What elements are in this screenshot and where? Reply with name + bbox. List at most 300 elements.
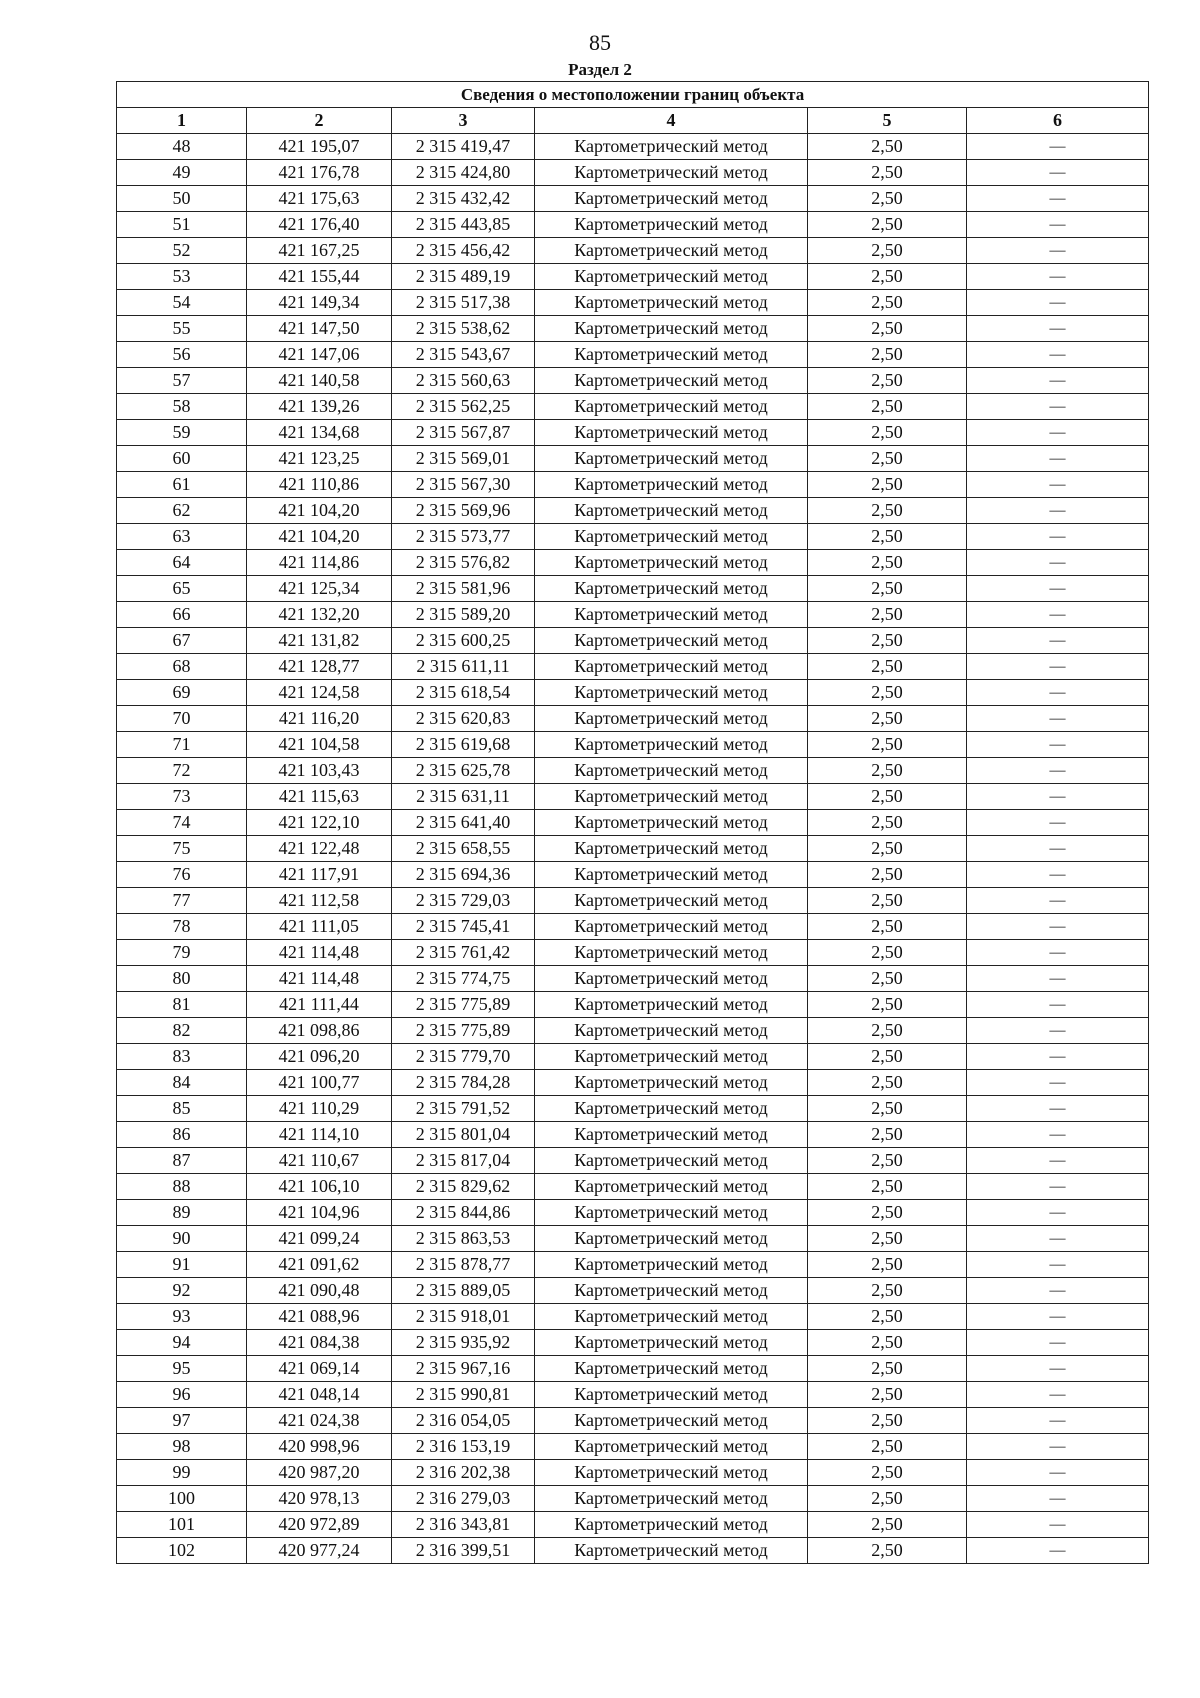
table-row (117, 1408, 1149, 1434)
description-cell: — (967, 940, 1149, 966)
x-coordinate-cell: 421 176,78 (247, 160, 392, 186)
description-cell: — (967, 1122, 1149, 1148)
x-coordinate-cell: 421 110,86 (247, 472, 392, 498)
method-cell: Картометрический метод (535, 940, 808, 966)
point-number-cell: 75 (117, 836, 247, 862)
x-coordinate-cell: 421 114,86 (247, 550, 392, 576)
x-coordinate-cell: 420 977,24 (247, 1538, 392, 1564)
accuracy-cell: 2,50 (808, 576, 967, 602)
table-row (117, 862, 1149, 888)
description-cell: — (967, 160, 1149, 186)
point-number-cell: 52 (117, 238, 247, 264)
description-cell: — (967, 1018, 1149, 1044)
x-coordinate-cell: 421 149,34 (247, 290, 392, 316)
y-coordinate-cell: 2 315 560,63 (392, 368, 535, 394)
method-cell: Картометрический метод (535, 810, 808, 836)
point-number-cell: 81 (117, 992, 247, 1018)
y-coordinate-cell: 2 315 567,30 (392, 472, 535, 498)
description-cell: — (967, 446, 1149, 472)
accuracy-cell: 2,50 (808, 1512, 967, 1538)
table-row (117, 602, 1149, 628)
method-cell: Картометрический метод (535, 316, 808, 342)
description-cell: — (967, 134, 1149, 160)
point-number-cell: 65 (117, 576, 247, 602)
accuracy-cell: 2,50 (808, 342, 967, 368)
description-cell: — (967, 888, 1149, 914)
method-cell: Картометрический метод (535, 342, 808, 368)
table-row (117, 810, 1149, 836)
x-coordinate-cell: 421 128,77 (247, 654, 392, 680)
description-cell: — (967, 1148, 1149, 1174)
accuracy-cell: 2,50 (808, 212, 967, 238)
column-header: 6 (967, 108, 1149, 134)
description-cell: — (967, 680, 1149, 706)
method-cell: Картометрический метод (535, 654, 808, 680)
y-coordinate-cell: 2 315 784,28 (392, 1070, 535, 1096)
y-coordinate-cell: 2 315 801,04 (392, 1122, 535, 1148)
point-number-cell: 64 (117, 550, 247, 576)
y-coordinate-cell: 2 316 054,05 (392, 1408, 535, 1434)
table-row (117, 1356, 1149, 1382)
x-coordinate-cell: 421 069,14 (247, 1356, 392, 1382)
x-coordinate-cell: 421 090,48 (247, 1278, 392, 1304)
method-cell: Картометрический метод (535, 1044, 808, 1070)
description-cell: — (967, 1382, 1149, 1408)
description-cell: — (967, 1356, 1149, 1382)
x-coordinate-cell: 421 147,50 (247, 316, 392, 342)
method-cell: Картометрический метод (535, 706, 808, 732)
x-coordinate-cell: 421 104,58 (247, 732, 392, 758)
method-cell: Картометрический метод (535, 914, 808, 940)
description-cell: — (967, 992, 1149, 1018)
y-coordinate-cell: 2 315 456,42 (392, 238, 535, 264)
table-row (117, 134, 1149, 160)
table-row (117, 550, 1149, 576)
page-number: 85 (589, 30, 611, 55)
point-number-cell: 102 (117, 1538, 247, 1564)
description-cell: — (967, 1304, 1149, 1330)
x-coordinate-cell: 421 110,67 (247, 1148, 392, 1174)
x-coordinate-cell: 421 084,38 (247, 1330, 392, 1356)
point-number-cell: 82 (117, 1018, 247, 1044)
table-row (117, 316, 1149, 342)
description-cell: — (967, 914, 1149, 940)
table-row (117, 1122, 1149, 1148)
x-coordinate-cell: 420 972,89 (247, 1512, 392, 1538)
y-coordinate-cell: 2 315 618,54 (392, 680, 535, 706)
table-row (117, 1200, 1149, 1226)
method-cell: Картометрический метод (535, 862, 808, 888)
y-coordinate-cell: 2 315 658,55 (392, 836, 535, 862)
x-coordinate-cell: 421 110,29 (247, 1096, 392, 1122)
x-coordinate-cell: 420 998,96 (247, 1434, 392, 1460)
point-number-cell: 88 (117, 1174, 247, 1200)
table-row (117, 186, 1149, 212)
table-row (117, 992, 1149, 1018)
column-header: 1 (117, 108, 247, 134)
x-coordinate-cell: 421 098,86 (247, 1018, 392, 1044)
y-coordinate-cell: 2 315 489,19 (392, 264, 535, 290)
description-cell: — (967, 1200, 1149, 1226)
x-coordinate-cell: 421 103,43 (247, 758, 392, 784)
table-row (117, 238, 1149, 264)
table-row (117, 940, 1149, 966)
accuracy-cell: 2,50 (808, 940, 967, 966)
column-header: 2 (247, 108, 392, 134)
table-row (117, 654, 1149, 680)
point-number-cell: 101 (117, 1512, 247, 1538)
boundary-coordinates-table (116, 81, 1149, 1564)
method-cell: Картометрический метод (535, 420, 808, 446)
method-cell: Картометрический метод (535, 888, 808, 914)
description-cell: — (967, 368, 1149, 394)
table-row (117, 394, 1149, 420)
point-number-cell: 68 (117, 654, 247, 680)
method-cell: Картометрический метод (535, 1070, 808, 1096)
x-coordinate-cell: 421 114,48 (247, 940, 392, 966)
table-row (117, 732, 1149, 758)
accuracy-cell: 2,50 (808, 602, 967, 628)
x-coordinate-cell: 421 091,62 (247, 1252, 392, 1278)
x-coordinate-cell: 420 987,20 (247, 1460, 392, 1486)
point-number-cell: 87 (117, 1148, 247, 1174)
accuracy-cell: 2,50 (808, 1018, 967, 1044)
x-coordinate-cell: 421 125,34 (247, 576, 392, 602)
table-row (117, 1070, 1149, 1096)
point-number-cell: 97 (117, 1408, 247, 1434)
accuracy-cell: 2,50 (808, 1174, 967, 1200)
column-header: 5 (808, 108, 967, 134)
table-row (117, 524, 1149, 550)
method-cell: Картометрический метод (535, 1226, 808, 1252)
x-coordinate-cell: 421 088,96 (247, 1304, 392, 1330)
accuracy-cell: 2,50 (808, 1356, 967, 1382)
accuracy-cell: 2,50 (808, 238, 967, 264)
x-coordinate-cell: 421 106,10 (247, 1174, 392, 1200)
y-coordinate-cell: 2 315 581,96 (392, 576, 535, 602)
x-coordinate-cell: 421 195,07 (247, 134, 392, 160)
point-number-cell: 56 (117, 342, 247, 368)
description-cell: — (967, 1408, 1149, 1434)
method-cell: Картометрический метод (535, 394, 808, 420)
description-cell: — (967, 1538, 1149, 1564)
description-cell: — (967, 1460, 1149, 1486)
point-number-cell: 80 (117, 966, 247, 992)
y-coordinate-cell: 2 315 631,11 (392, 784, 535, 810)
point-number-cell: 67 (117, 628, 247, 654)
point-number-cell: 59 (117, 420, 247, 446)
y-coordinate-cell: 2 315 918,01 (392, 1304, 535, 1330)
point-number-cell: 78 (117, 914, 247, 940)
x-coordinate-cell: 421 140,58 (247, 368, 392, 394)
column-header: 4 (535, 108, 808, 134)
accuracy-cell: 2,50 (808, 524, 967, 550)
y-coordinate-cell: 2 315 600,25 (392, 628, 535, 654)
x-coordinate-cell: 421 048,14 (247, 1382, 392, 1408)
method-cell: Картометрический метод (535, 1148, 808, 1174)
accuracy-cell: 2,50 (808, 498, 967, 524)
y-coordinate-cell: 2 315 641,40 (392, 810, 535, 836)
table-row (117, 1018, 1149, 1044)
accuracy-cell: 2,50 (808, 1382, 967, 1408)
x-coordinate-cell: 421 112,58 (247, 888, 392, 914)
point-number-cell: 55 (117, 316, 247, 342)
table-row (117, 836, 1149, 862)
accuracy-cell: 2,50 (808, 186, 967, 212)
x-coordinate-cell: 421 096,20 (247, 1044, 392, 1070)
y-coordinate-cell: 2 315 589,20 (392, 602, 535, 628)
y-coordinate-cell: 2 315 791,52 (392, 1096, 535, 1122)
accuracy-cell: 2,50 (808, 810, 967, 836)
accuracy-cell: 2,50 (808, 550, 967, 576)
table-caption: Сведения о местоположении границ объекта (117, 82, 1149, 108)
table-row (117, 628, 1149, 654)
x-coordinate-cell: 421 117,91 (247, 862, 392, 888)
x-coordinate-cell: 421 167,25 (247, 238, 392, 264)
table-row (117, 1278, 1149, 1304)
table-row (117, 368, 1149, 394)
x-coordinate-cell: 421 111,05 (247, 914, 392, 940)
point-number-cell: 93 (117, 1304, 247, 1330)
accuracy-cell: 2,50 (808, 888, 967, 914)
y-coordinate-cell: 2 315 745,41 (392, 914, 535, 940)
method-cell: Картометрический метод (535, 550, 808, 576)
table-row (117, 1330, 1149, 1356)
y-coordinate-cell: 2 315 443,85 (392, 212, 535, 238)
table-row (117, 1174, 1149, 1200)
x-coordinate-cell: 420 978,13 (247, 1486, 392, 1512)
x-coordinate-cell: 421 155,44 (247, 264, 392, 290)
method-cell: Картометрический метод (535, 134, 808, 160)
x-coordinate-cell: 421 104,20 (247, 524, 392, 550)
table-row (117, 342, 1149, 368)
table-row (117, 1460, 1149, 1486)
y-coordinate-cell: 2 315 878,77 (392, 1252, 535, 1278)
y-coordinate-cell: 2 315 611,11 (392, 654, 535, 680)
description-cell: — (967, 628, 1149, 654)
table-caption-row (117, 82, 1149, 108)
method-cell: Картометрический метод (535, 238, 808, 264)
y-coordinate-cell: 2 316 153,19 (392, 1434, 535, 1460)
table-row (117, 576, 1149, 602)
method-cell: Картометрический метод (535, 732, 808, 758)
description-cell: — (967, 784, 1149, 810)
accuracy-cell: 2,50 (808, 1486, 967, 1512)
accuracy-cell: 2,50 (808, 706, 967, 732)
method-cell: Картометрический метод (535, 576, 808, 602)
accuracy-cell: 2,50 (808, 1200, 967, 1226)
description-cell: — (967, 238, 1149, 264)
table-row (117, 680, 1149, 706)
y-coordinate-cell: 2 315 567,87 (392, 420, 535, 446)
x-coordinate-cell: 421 116,20 (247, 706, 392, 732)
y-coordinate-cell: 2 315 432,42 (392, 186, 535, 212)
method-cell: Картометрический метод (535, 368, 808, 394)
description-cell: — (967, 1486, 1149, 1512)
accuracy-cell: 2,50 (808, 732, 967, 758)
point-number-cell: 50 (117, 186, 247, 212)
accuracy-cell: 2,50 (808, 1278, 967, 1304)
accuracy-cell: 2,50 (808, 914, 967, 940)
accuracy-cell: 2,50 (808, 290, 967, 316)
accuracy-cell: 2,50 (808, 1252, 967, 1278)
description-cell: — (967, 1096, 1149, 1122)
description-cell: — (967, 498, 1149, 524)
x-coordinate-cell: 421 134,68 (247, 420, 392, 446)
description-cell: — (967, 654, 1149, 680)
x-coordinate-cell: 421 114,48 (247, 966, 392, 992)
accuracy-cell: 2,50 (808, 628, 967, 654)
y-coordinate-cell: 2 315 967,16 (392, 1356, 535, 1382)
description-cell: — (967, 1044, 1149, 1070)
x-coordinate-cell: 421 123,25 (247, 446, 392, 472)
table-row (117, 758, 1149, 784)
table-row (117, 264, 1149, 290)
table-row (117, 784, 1149, 810)
table-row (117, 888, 1149, 914)
description-cell: — (967, 576, 1149, 602)
accuracy-cell: 2,50 (808, 1538, 967, 1564)
accuracy-cell: 2,50 (808, 1122, 967, 1148)
point-number-cell: 84 (117, 1070, 247, 1096)
method-cell: Картометрический метод (535, 290, 808, 316)
description-cell: — (967, 836, 1149, 862)
method-cell: Картометрический метод (535, 1096, 808, 1122)
y-coordinate-cell: 2 315 573,77 (392, 524, 535, 550)
accuracy-cell: 2,50 (808, 1096, 967, 1122)
x-coordinate-cell: 421 132,20 (247, 602, 392, 628)
point-number-cell: 86 (117, 1122, 247, 1148)
method-cell: Картометрический метод (535, 212, 808, 238)
method-cell: Картометрический метод (535, 498, 808, 524)
table-row (117, 446, 1149, 472)
point-number-cell: 69 (117, 680, 247, 706)
accuracy-cell: 2,50 (808, 1226, 967, 1252)
description-cell: — (967, 316, 1149, 342)
x-coordinate-cell: 421 104,20 (247, 498, 392, 524)
description-cell: — (967, 472, 1149, 498)
point-number-cell: 100 (117, 1486, 247, 1512)
table-row (117, 1096, 1149, 1122)
y-coordinate-cell: 2 315 774,75 (392, 966, 535, 992)
accuracy-cell: 2,50 (808, 1044, 967, 1070)
point-number-cell: 62 (117, 498, 247, 524)
method-cell: Картометрический метод (535, 524, 808, 550)
y-coordinate-cell: 2 315 562,25 (392, 394, 535, 420)
y-coordinate-cell: 2 315 775,89 (392, 992, 535, 1018)
accuracy-cell: 2,50 (808, 1460, 967, 1486)
y-coordinate-cell: 2 315 694,36 (392, 862, 535, 888)
description-cell: — (967, 1226, 1149, 1252)
y-coordinate-cell: 2 315 569,96 (392, 498, 535, 524)
x-coordinate-cell: 421 124,58 (247, 680, 392, 706)
point-number-cell: 58 (117, 394, 247, 420)
accuracy-cell: 2,50 (808, 1330, 967, 1356)
accuracy-cell: 2,50 (808, 992, 967, 1018)
y-coordinate-cell: 2 315 543,67 (392, 342, 535, 368)
method-cell: Картометрический метод (535, 1278, 808, 1304)
description-cell: — (967, 1330, 1149, 1356)
point-number-cell: 89 (117, 1200, 247, 1226)
description-cell: — (967, 420, 1149, 446)
table-row (117, 290, 1149, 316)
method-cell: Картометрический метод (535, 1304, 808, 1330)
point-number-cell: 96 (117, 1382, 247, 1408)
accuracy-cell: 2,50 (808, 654, 967, 680)
table-row (117, 706, 1149, 732)
method-cell: Картометрический метод (535, 1200, 808, 1226)
point-number-cell: 57 (117, 368, 247, 394)
description-cell: — (967, 1278, 1149, 1304)
table-row (117, 1044, 1149, 1070)
method-cell: Картометрический метод (535, 1460, 808, 1486)
accuracy-cell: 2,50 (808, 1148, 967, 1174)
point-number-cell: 53 (117, 264, 247, 290)
x-coordinate-cell: 421 100,77 (247, 1070, 392, 1096)
table-row (117, 1512, 1149, 1538)
point-number-cell: 73 (117, 784, 247, 810)
y-coordinate-cell: 2 315 619,68 (392, 732, 535, 758)
point-number-cell: 60 (117, 446, 247, 472)
point-number-cell: 98 (117, 1434, 247, 1460)
table-header-row (117, 108, 1149, 134)
method-cell: Картометрический метод (535, 680, 808, 706)
point-number-cell: 51 (117, 212, 247, 238)
description-cell: — (967, 1070, 1149, 1096)
point-number-cell: 63 (117, 524, 247, 550)
accuracy-cell: 2,50 (808, 680, 967, 706)
method-cell: Картометрический метод (535, 784, 808, 810)
x-coordinate-cell: 421 175,63 (247, 186, 392, 212)
point-number-cell: 95 (117, 1356, 247, 1382)
description-cell: — (967, 1434, 1149, 1460)
y-coordinate-cell: 2 315 817,04 (392, 1148, 535, 1174)
x-coordinate-cell: 421 122,48 (247, 836, 392, 862)
point-number-cell: 99 (117, 1460, 247, 1486)
table-row (117, 914, 1149, 940)
accuracy-cell: 2,50 (808, 966, 967, 992)
point-number-cell: 74 (117, 810, 247, 836)
x-coordinate-cell: 421 115,63 (247, 784, 392, 810)
description-cell: — (967, 706, 1149, 732)
method-cell: Картометрический метод (535, 1512, 808, 1538)
method-cell: Картометрический метод (535, 966, 808, 992)
point-number-cell: 71 (117, 732, 247, 758)
y-coordinate-cell: 2 315 576,82 (392, 550, 535, 576)
table-row (117, 1434, 1149, 1460)
point-number-cell: 49 (117, 160, 247, 186)
x-coordinate-cell: 421 099,24 (247, 1226, 392, 1252)
point-number-cell: 83 (117, 1044, 247, 1070)
point-number-cell: 91 (117, 1252, 247, 1278)
method-cell: Картометрический метод (535, 1538, 808, 1564)
y-coordinate-cell: 2 315 863,53 (392, 1226, 535, 1252)
method-cell: Картометрический метод (535, 1330, 808, 1356)
accuracy-cell: 2,50 (808, 1304, 967, 1330)
point-number-cell: 72 (117, 758, 247, 784)
point-number-cell: 76 (117, 862, 247, 888)
accuracy-cell: 2,50 (808, 784, 967, 810)
description-cell: — (967, 264, 1149, 290)
method-cell: Картометрический метод (535, 186, 808, 212)
description-cell: — (967, 966, 1149, 992)
description-cell: — (967, 810, 1149, 836)
description-cell: — (967, 186, 1149, 212)
description-cell: — (967, 1512, 1149, 1538)
accuracy-cell: 2,50 (808, 160, 967, 186)
y-coordinate-cell: 2 315 729,03 (392, 888, 535, 914)
column-header: 3 (392, 108, 535, 134)
